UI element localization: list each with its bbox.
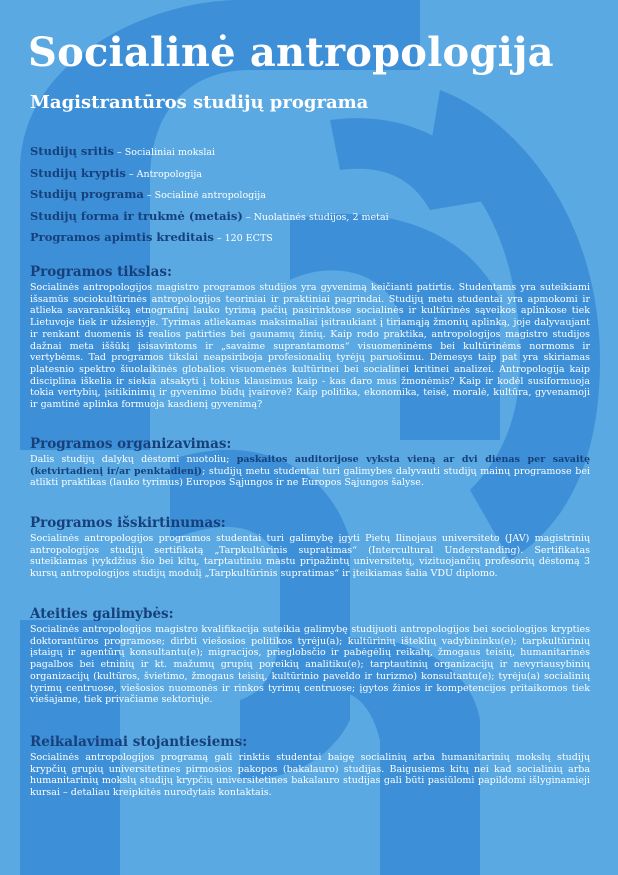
info-credits: Programos apimtis kreditais – 120 ECTS [30,230,273,244]
section-title-prospects: Ateities galimybės: [30,606,174,622]
info-study-field: Studijų sritis – Socialiniai mokslai [30,144,216,158]
program-info-list [30,139,389,247]
section-text-organization: Dalis studijų dalykų dėstomi nuotoliu; paskaitos auditorijose vyksta vieną ar dvi dienas per savaitę (ketvirtadienį ir/ar penktadienį); studijų metu studentai turi galimybes dalyvauti studijų mainų programose bei atlikti praktikas (lauko tyrimus) Europos Sąjungos ir ne Europos Sąjungos šalyse. [30,454,590,489]
page-subtitle: Magistrantūros studijų programa [30,92,369,113]
section-text-prospects: Socialinės antropologijos magistro kvalifikacija suteikia galimybę studijuoti antropologijos bei sociologijos krypties doktorantūros programose; dirbti viešosios politikos tyrėju(a); kultūrinių išteklių vadybininku(e); tarpkultūrinių įstaigų ir agentūrų konsultantu(e); migracijos, prieglobsčio ir pabėgėlių reikalų, žmogaus teisių, humanitarinės pagalbos bei etninių ir kt. mažumų grupių poreikių analitiku(e); tarptautinių organizacijų ir nevyriausybinių organizacijų (kultūros, švietimo, žmogaus teisių, kultūrinio paveldo ir turizmo) konsultantu(e); tyrėju(a) socialinių tyrimų centruose, viešosios nuomonės ir rinkos tyrimų centruose; įgytos žinios ir kompetencijos pritaikomos tiek viešajame, tiek privačiame sektoriuje. [30,624,590,706]
section-title-distinctiveness: Programos išskirtinumas: [30,515,226,531]
page-title: Socialinė antropologija [28,29,554,76]
section-title-organization: Programos organizavimas: [30,436,232,452]
section-text-distinctiveness: Socialinės antropologijos programos studentai turi galimybę įgyti Pietų Ilinojaus universiteto (JAV) magistrinių antropologijos studijų sertifikatą „Tarpkultūrinis supratimas“ (Intercultural Understanding). Sertifikatas suteikiamas įvykdžius šio bei kitų, tarptautiniu mastu pripažintų universitetų, vizituojančių profesorių dėstomą 3 kursų antropologijos studijų modulį „Tarpkultūrinis supratimas“ ir įteikiamas šalia VDU diplomo. [30,533,590,580]
section-text-requirements: Socialinės antropologijos programą gali rinktis studentai baigę socialinių arba humanitarinių mokslų studijų krypčių grupių universitetines pirmosios pakopos (bakalauro) studijas. Baigusiems kitų nei kad socialinių arba humanitarinių mokslų studijų krypčių universitetines bakalauro studijas gali būti pasiūlomi papildomi išlyginamieji kursai – detaliau kreipkitės nurodytais kontaktais. [30,752,590,799]
info-study-form: Studijų forma ir trukmė (metais) – Nuolatinės studijos, 2 metai [30,208,389,223]
info-study-program: Studijų programa – Socialinė antropologija [30,187,266,201]
info-study-direction: Studijų kryptis – Antropologija [30,165,202,180]
section-title-requirements: Reikalavimai stojantiesiems: [30,734,248,750]
section-title-goal: Programos tikslas: [30,264,172,280]
section-text-goal: Socialinės antropologijos magistro programos studijos yra gyvenimą keičianti patirtis. Studentams yra suteikiami išsamūs sociokultūrinės antropologijos teoriniai ir praktiniai pagrindai. Studijų metu studentai yra apmokomi ir atlieka savarankišką etnografinį lauko tyrimą pačių pasirinktose socialinės ir kultūrinės sąveikos aplinkose tiek Lietuvoje tiek ir užsienyje. Tyrimas atliekamas maksimaliai įsitraukiant į tiriamąją žmonių aplinką, joje dalyvaujant ir renkant duomenis iš realios patirties bei gaunamų žinių. Kaip rodo praktika, antropologijos magistro studijos dažnai meta iššūkį įsisavintoms ir „savaime suprantamoms“ visuomeninėms bei kultūrinėms normoms ir vertybėms. Tad programos tikslai neapsiriboja profesionalių tyrėjų paruošimu. Dėmesys taip pat yra skiriamas platesnio spektro šiuolaikinės globalios visuomenės kultūrinei bei socialinei kritinei analizei. Antropologija kaip disciplina iškelia ir siekia atsakyti į tokius klausimus kaip - kas daro mus žmonėmis? Kaip ir kodėl susiformuoja tokia vertybių, įsitikinimų ir gyvenimo būdų įvairovė? Kaip politika, ekonomika, teisė, moralė, kultūra, gyvenamoji ir gamtinė aplinka formuoja kasdienį gyvenimą? [30,282,590,411]
